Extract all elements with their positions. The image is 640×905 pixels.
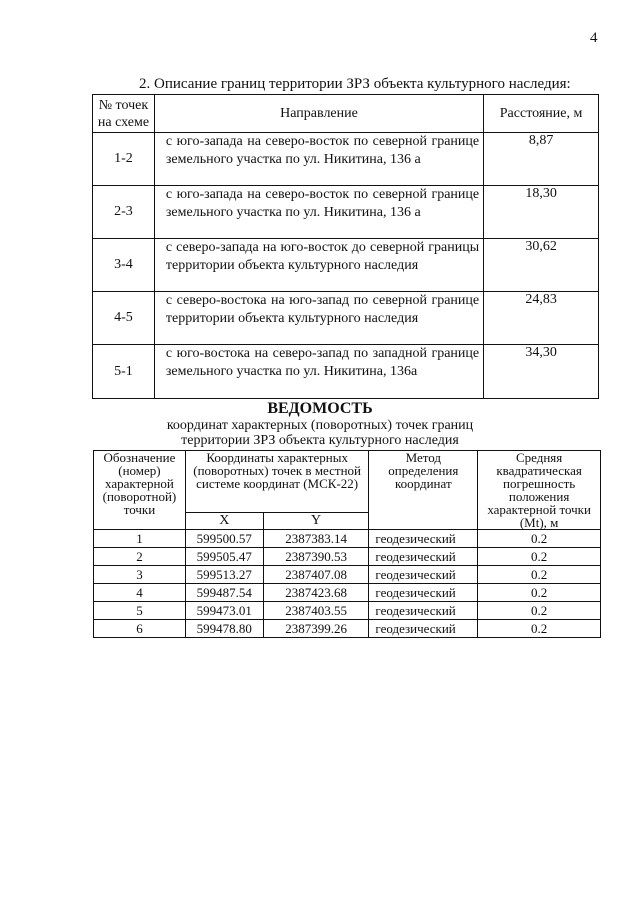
direction-cell: с юго-запада на северо-восток по северной границе земельного участка по ул. Никитина, 136 а [154, 133, 483, 186]
table-row [93, 239, 599, 292]
method-cell: геодезический [369, 584, 478, 602]
table-row [94, 548, 601, 566]
header-y: Y [263, 512, 369, 529]
point-number: 1 [94, 530, 186, 548]
header-method: Метод определения координат [369, 451, 478, 530]
method-cell: геодезический [369, 620, 478, 638]
y-coordinate: 2387423.68 [263, 584, 369, 602]
header-x: X [185, 512, 263, 529]
error-cell: 0.2 [478, 530, 601, 548]
boundary-description-table [92, 94, 599, 399]
x-coordinate: 599478.80 [185, 620, 263, 638]
distance-cell: 8,87 [484, 133, 599, 186]
y-coordinate: 2387403.55 [263, 602, 369, 620]
points-cell: 4-5 [93, 292, 155, 345]
header-designation: Обозначение (номер) характерной (поворотной) точки [94, 451, 186, 530]
header-direction: Направление [154, 95, 483, 133]
error-cell: 0.2 [478, 620, 601, 638]
x-coordinate: 599513.27 [185, 566, 263, 584]
direction-cell: с северо-запада на юго-восток до северной границы территории объекта культурного наследия [154, 239, 483, 292]
method-cell: геодезический [369, 548, 478, 566]
table-row [94, 530, 601, 548]
statement-subtitle-1: координат характерных (поворотных) точек границ [166, 418, 474, 433]
error-cell: 0.2 [478, 602, 601, 620]
method-cell: геодезический [369, 530, 478, 548]
distance-cell: 34,30 [484, 345, 599, 399]
x-coordinate: 599473.01 [185, 602, 263, 620]
error-cell: 0.2 [478, 584, 601, 602]
header-distance: Расстояние, м [484, 95, 599, 133]
points-cell: 2-3 [93, 186, 155, 239]
point-number: 5 [94, 602, 186, 620]
error-cell: 0.2 [478, 566, 601, 584]
error-cell: 0.2 [478, 548, 601, 566]
y-coordinate: 2387407.08 [263, 566, 369, 584]
x-coordinate: 599500.57 [185, 530, 263, 548]
page-number: 4 [590, 30, 598, 46]
point-number: 4 [94, 584, 186, 602]
section-title: 2. Описание границ территории ЗРЗ объекта культурного наследия: [139, 76, 571, 92]
direction-cell: с юго-запада на северо-восток по северной границе земельного участка по ул. Никитина, 136 а [154, 186, 483, 239]
table-row [93, 292, 599, 345]
table-row [94, 584, 601, 602]
header-coordinates: Координаты характерных (поворотных) точек в местной системе координат (МСК-22) [185, 451, 369, 513]
header-error: Средняя квадратическая погрешность положения характерной точки (Mt), м [478, 451, 601, 530]
y-coordinate: 2387399.26 [263, 620, 369, 638]
points-cell: 1-2 [93, 133, 155, 186]
header-points: № точек на схеме [93, 95, 155, 133]
method-cell: геодезический [369, 602, 478, 620]
direction-cell: с северо-востока на юго-запад по северной границе территории объекта культурного наследия [154, 292, 483, 345]
table-row [94, 566, 601, 584]
table-row [94, 620, 601, 638]
distance-cell: 24,83 [484, 292, 599, 345]
points-cell: 5-1 [93, 345, 155, 399]
statement-title: ВЕДОМОСТЬ [267, 400, 373, 417]
table-row [93, 133, 599, 186]
table-row [94, 602, 601, 620]
statement-subtitle-2: территории ЗРЗ объекта культурного наследия [181, 433, 459, 448]
y-coordinate: 2387383.14 [263, 530, 369, 548]
direction-cell: с юго-востока на северо-запад по западной границе земельного участка по ул. Никитина, 136а [154, 345, 483, 399]
method-cell: геодезический [369, 566, 478, 584]
point-number: 6 [94, 620, 186, 638]
y-coordinate: 2387390.53 [263, 548, 369, 566]
x-coordinate: 599505.47 [185, 548, 263, 566]
point-number: 3 [94, 566, 186, 584]
x-coordinate: 599487.54 [185, 584, 263, 602]
statement-heading [0, 400, 640, 448]
distance-cell: 30,62 [484, 239, 599, 292]
table-row [93, 345, 599, 399]
points-cell: 3-4 [93, 239, 155, 292]
distance-cell: 18,30 [484, 186, 599, 239]
coordinates-table [93, 450, 601, 638]
table-row [93, 186, 599, 239]
point-number: 2 [94, 548, 186, 566]
